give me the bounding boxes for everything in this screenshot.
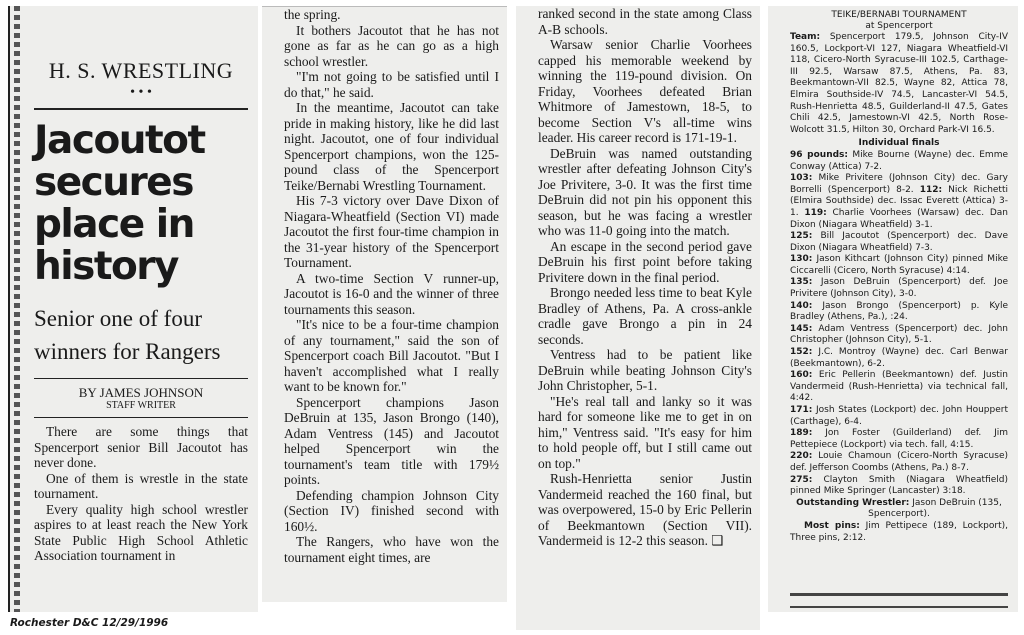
subheadline: Senior one of four winners for Rangers (34, 306, 221, 364)
paragraph: the spring. (284, 7, 341, 22)
paragraph: Warsaw senior Charlie Voorhees capped his memorable weekend by winning the 119-pound division. On Friday, Voorhees defeated Brian Whitmore of Jamestown, 18-5, to become Section V's all-time wins leader. His career record is 171-19-1. (538, 37, 752, 145)
result-text: Bill Jacoutot (Spencerport) dec. Dave Dixon (Niagara Wheatfield) 7-3. (790, 231, 1008, 253)
team-label: Team: (790, 32, 821, 42)
result-text: Eric Pellerin (Beekmantown) def. Justin Vandermeid (Rush-Henrietta) via technical fall, 4:42. (790, 370, 1008, 404)
byline-role: STAFF WRITER (106, 400, 176, 411)
team-text: Spencerport 179.5, Johnson City-IV 160.5, Lockport-VI 127, Niagara Wheatfield-VI 118, Cicero-North Syracuse-III 102.5, Carthage-III 92.5, Warsaw 87.5, Athens, Pa. 83, Beekmantown-VII 82.5, Wayne 82, Attica 78, Elmira Southside-IV 74.5, Lancaster-VI 54.5, Rush-Henrietta 48.5, Guilderland-II 47.5, Gates Chili 42.5, Jamestown-VI 42.5, North Rose-Wolcott 31.5, Hilton 30, Orchard Park-VI 16.5. (790, 32, 1008, 135)
weight-class: 152: (790, 347, 813, 358)
result-text: Louie Chamoun (Cicero-North Syracuse) def. Jefferson Coombs (Athens, Pa.) 8-7. (790, 451, 1008, 473)
final-result (790, 451, 1008, 474)
final-result (790, 370, 1008, 405)
result-text: Clayton Smith (Niagara Wheatfield) pinned Mike Springer (Lancaster) 3:18. (790, 474, 1008, 497)
result-text: Jason Kithcart (Johnson City) pinned Mike Ciccarelli (Cicero, North Syracuse) 4:14. (790, 254, 1008, 276)
final-result (790, 254, 1008, 277)
paragraph: An escape in the second period gave DeBruin his first point before taking Privitere down in the final period. (538, 238, 752, 285)
paragraph: A two-time Section V runner-up, Jacoutot is 16-0 and the winner of three tournaments this season. (284, 270, 499, 317)
outstanding-label: Outstanding Wrestler: (796, 497, 910, 508)
weight-class: 220: (790, 451, 813, 462)
final-result (790, 347, 1008, 370)
results-body (790, 32, 1008, 544)
weight-class: 125: (790, 231, 813, 242)
result-text: Jason Brongo (Spencerport) p. Kyle Bradley (Athens, Pa.), :24. (790, 300, 1008, 323)
final-result (790, 231, 1008, 254)
final-result (790, 428, 1008, 451)
article-body (538, 6, 752, 549)
paragraph: Spencerport champions Jason DeBruin at 135, Jason Brongo (140), Adam Ventress (145) and Jacoutot helped Spencerport win the tournament's team title with 179½ points. (284, 394, 499, 487)
paragraph: Rush-Henrietta senior Justin Vandermeid reached the 160 final, but was overpowered, 15-0 by Eric Pellerin of Beekmantown (Section VII). Vandermeid is 12-2 this season. ❑ (538, 471, 752, 548)
divider (34, 108, 248, 110)
result-text: J.C. Montroy (Wayne) dec. Carl Benwar (Beekmantown), 6-2. (790, 347, 1008, 369)
paragraph: Brongo needed less time to beat Kyle Bradley of Athens, Pa. A cross-ankle cradle gave Brongo a pin in 24 seconds. (538, 285, 752, 347)
paragraph: One of them is wrestle in the state tournament. (34, 470, 248, 501)
final-result (790, 173, 1008, 231)
section-label: H. S. WRESTLING (48, 58, 234, 83)
weight-class: 171: (790, 405, 813, 415)
finals-heading: Individual finals (858, 138, 940, 149)
paragraph: There are some things that Spencerport senior Bill Jacoutot has never done. (34, 424, 248, 470)
article-body (34, 424, 248, 564)
weight-class: 275: (790, 474, 813, 485)
final-result (790, 301, 1008, 324)
weight-class: 130: (790, 254, 813, 265)
team-scores (790, 32, 1008, 136)
most-pins-label: Most pins: (804, 520, 860, 531)
final-result (790, 405, 1008, 428)
results-box (768, 6, 1018, 612)
perforation-edge (14, 6, 20, 612)
result-text: Charlie Voorhees (Warsaw) dec. Dan Dixon (Niagara Wheatfield) 3-1. (790, 207, 1008, 230)
result-text: Mike Bourne (Wayne) dec. Emme Conway (Attica) 7-2. (790, 149, 1008, 172)
result-text: Jon Foster (Guilderland) def. Jim Pettepiece (Lockport) via tech. fall, 4:15. (790, 428, 1008, 450)
paragraph: It bothers Jacoutot that he has not gone as far as he can go as a high school wrestler. (284, 22, 499, 69)
most-pins-text: Jim Pettipece (189, Lockport), Three pins, 2:12. (790, 520, 1008, 543)
results-title: TEIKE/BERNABI TOURNAMENT (831, 10, 967, 20)
paragraph: "It's nice to be a four-time champion of any tournament," said the son of Spencerport coach Bill Jacoutot. "But I haven't accomplished what I really want to be known for." (284, 317, 499, 394)
result-text: Mike Privitere (Johnson City) dec. Gary Borrelli (Spencerport) 8-2. (790, 173, 1008, 195)
paragraph: Defending champion Johnson City (Section IV) finished second with 160½. (284, 487, 499, 534)
headline: Jacoutot secures place in history (34, 118, 205, 289)
weight-class: 135: (790, 277, 813, 288)
paragraph: Every quality high school wrestler aspires to at least reach the New York State Public High School Athletic Association tournament in (34, 501, 248, 563)
paragraph: "I'm not going to be satisfied until I do that," he said. (284, 69, 499, 100)
final-result (790, 150, 1008, 173)
results-subtitle: at Spencerport (865, 21, 933, 31)
paragraph: "He's real tall and lanky so it was hard for someone like me to get in on him," Ventress said. "It's easy for him to hold people off, but I still came out on top." (538, 393, 752, 471)
weight-class: 96 pounds: (790, 149, 849, 160)
paragraph: DeBruin was named outstanding wrestler after defeating Johnson City's Joe Privitere, 3-0. It was the first time DeBruin did not pin his opponent this season, but he was facing a wrestler who was 11-0 going into the match. (538, 145, 752, 238)
weight-class: 112: (919, 184, 943, 195)
byline: BY JAMES JOHNSON (78, 385, 204, 400)
result-text: Nick Richetti (Elmira Southside) dec. Issac Everett (Attica) 3-1. (790, 184, 1008, 218)
most-pins (790, 521, 1008, 544)
source-caption: Rochester D&C 12/29/1996 (10, 617, 169, 629)
outstanding-wrestler (790, 498, 1008, 521)
section-dots: • • • (130, 85, 152, 100)
paragraph: ranked second in the state among Class A-B schools. (538, 6, 752, 37)
final-result (790, 475, 1008, 498)
divider (34, 378, 248, 379)
final-result (790, 324, 1008, 347)
weight-class: 160: (790, 370, 813, 381)
weight-class: 145: (790, 323, 813, 334)
clipping-column-1 (8, 6, 258, 612)
result-text: Jason DeBruin (Spencerport) def. Joe Privitere (Johnson City), 3-0. (790, 277, 1008, 300)
result-text: Josh States (Lockport) dec. John Houppert (Carthage), 6-4. (790, 405, 1008, 427)
weight-class: 103: (790, 173, 813, 184)
clipping-column-3 (516, 6, 760, 630)
divider (34, 417, 248, 418)
article-body (284, 7, 499, 565)
paragraph: His 7-3 victory over Dave Dixon of Niagara-Wheatfield (Section VI) made Jacoutot the first four-time champion in the 31-year history of the Spencerport Tournament. (284, 193, 499, 270)
clipping-column-2 (262, 6, 507, 602)
result-text: Adam Ventress (Spencerport) dec. John Christopher (Johnson City), 5-1. (790, 323, 1008, 346)
outstanding-text: Jason DeBruin (135, Spencerport). (868, 497, 1002, 520)
paragraph: The Rangers, who have won the tournament eight times, are (284, 534, 499, 565)
final-result (790, 277, 1008, 300)
weight-class: 119: (804, 207, 827, 218)
weight-class: 189: (790, 428, 813, 439)
paragraph: In the meantime, Jacoutot can take pride in making history, like he did last night. Jacoutot, one of four individual Spencerport champions, won the 125-pound class of the Spencerport Teike/Bernabi Wrestling Tournament. (284, 100, 499, 193)
bottom-rule (790, 593, 1008, 608)
paragraph: Ventress had to be patient like DeBruin while beating Johnson City's John Christopher, 5-1. (538, 347, 752, 393)
weight-class: 140: (790, 300, 813, 311)
